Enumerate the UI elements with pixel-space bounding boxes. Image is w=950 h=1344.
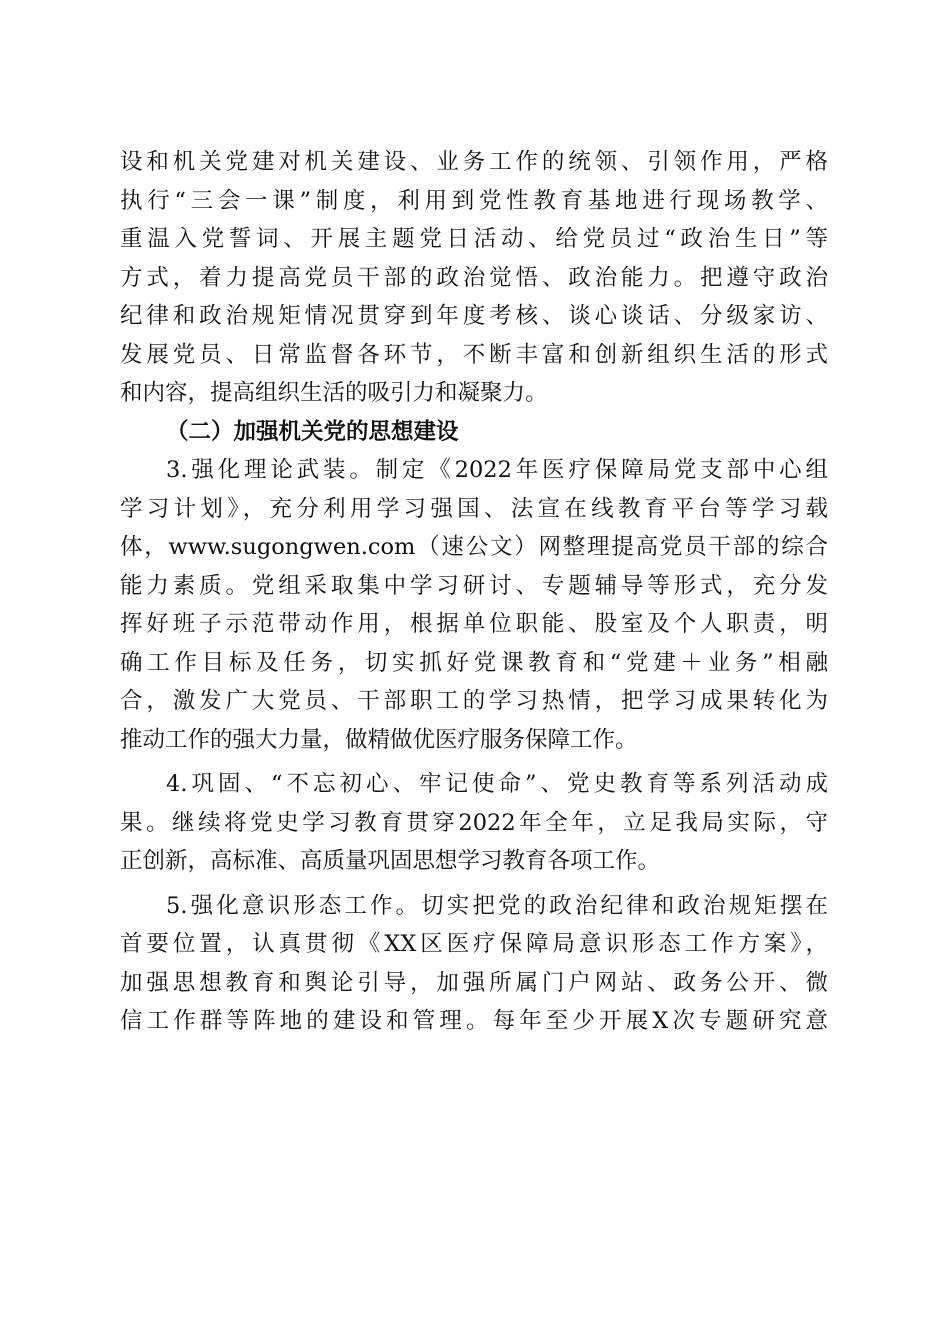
text-line: 设和机关党建对机关建设、业务工作的统领、引领作用，严格	[120, 149, 828, 175]
text-line: 信工作群等阵地的建设和管理。每年至少开展X次专题研究意	[120, 1008, 828, 1034]
text-line: 学习计划》，充分利用学习强国、法宣在线教育平台等学习载	[120, 495, 828, 522]
text-line: 执行“三会一课”制度，利用到党性教育基地进行现场教学、	[120, 187, 828, 214]
paragraph-item-4	[120, 765, 828, 881]
paragraph-continuation	[120, 143, 828, 413]
text-line: 首要位置，认真贯彻《XX区医疗保障局意识形态工作方案》，	[120, 931, 828, 957]
text-line: 加强思想教育和舆论引导，加强所属门户网站、政务公开、微	[120, 969, 828, 996]
text-line: 推动工作的强大力量，做精做优医疗服务保障工作。	[120, 726, 638, 753]
text-line: 挥好班子示范带动作用，根据单位职能、股室及个人职责，明	[120, 611, 828, 637]
text-line: 果。继续将党史学习教育贯穿2022年全年，立足我局实际，守	[120, 809, 828, 836]
text-line: 体，www.sugongwen.com（速公文）网整理提高党员干部的综合	[120, 534, 828, 560]
text-line: 正创新，高标准、高质量巩固思想学习教育各项工作。	[120, 848, 661, 874]
document-body	[120, 143, 828, 1041]
text-line: 4.巩固、“不忘初心、牢记使命”、党史教育等系列活动成	[166, 771, 828, 797]
text-line: 能力素质。党组采取集中学习研讨、专题辅导等形式，充分发	[120, 572, 828, 599]
text-line: 合，激发广大党员、干部职工的学习热情，把学习成果转化为	[120, 688, 828, 714]
text-line: 发展党员、日常监督各环节，不断丰富和创新组织生活的形式	[120, 341, 828, 368]
text-line: 和内容，提高组织生活的吸引力和凝聚力。	[120, 380, 548, 406]
paragraph-item-3	[120, 451, 828, 759]
text-line: 重温入党誓词、开展主题党日活动、给党员过“政治生日”等	[120, 226, 828, 252]
text-line: 5.强化意识形态工作。切实把党的政治纪律和政治规矩摆在	[166, 892, 828, 919]
paragraph-item-5	[120, 887, 828, 1041]
text-line: 确工作目标及任务，切实抓好党课教育和“党建＋业务”相融	[120, 649, 828, 676]
text-line: 3.强化理论武装。制定《2022年医疗保障局党支部中心组	[166, 457, 828, 483]
section-heading: （二）加强机关党的思想建设	[166, 418, 459, 445]
text-line: 纪律和政治规矩情况贯穿到年度考核、谈心谈话、分级家访、	[120, 303, 828, 329]
text-line: 方式，着力提高党员干部的政治觉悟、政治能力。把遵守政治	[120, 264, 828, 291]
